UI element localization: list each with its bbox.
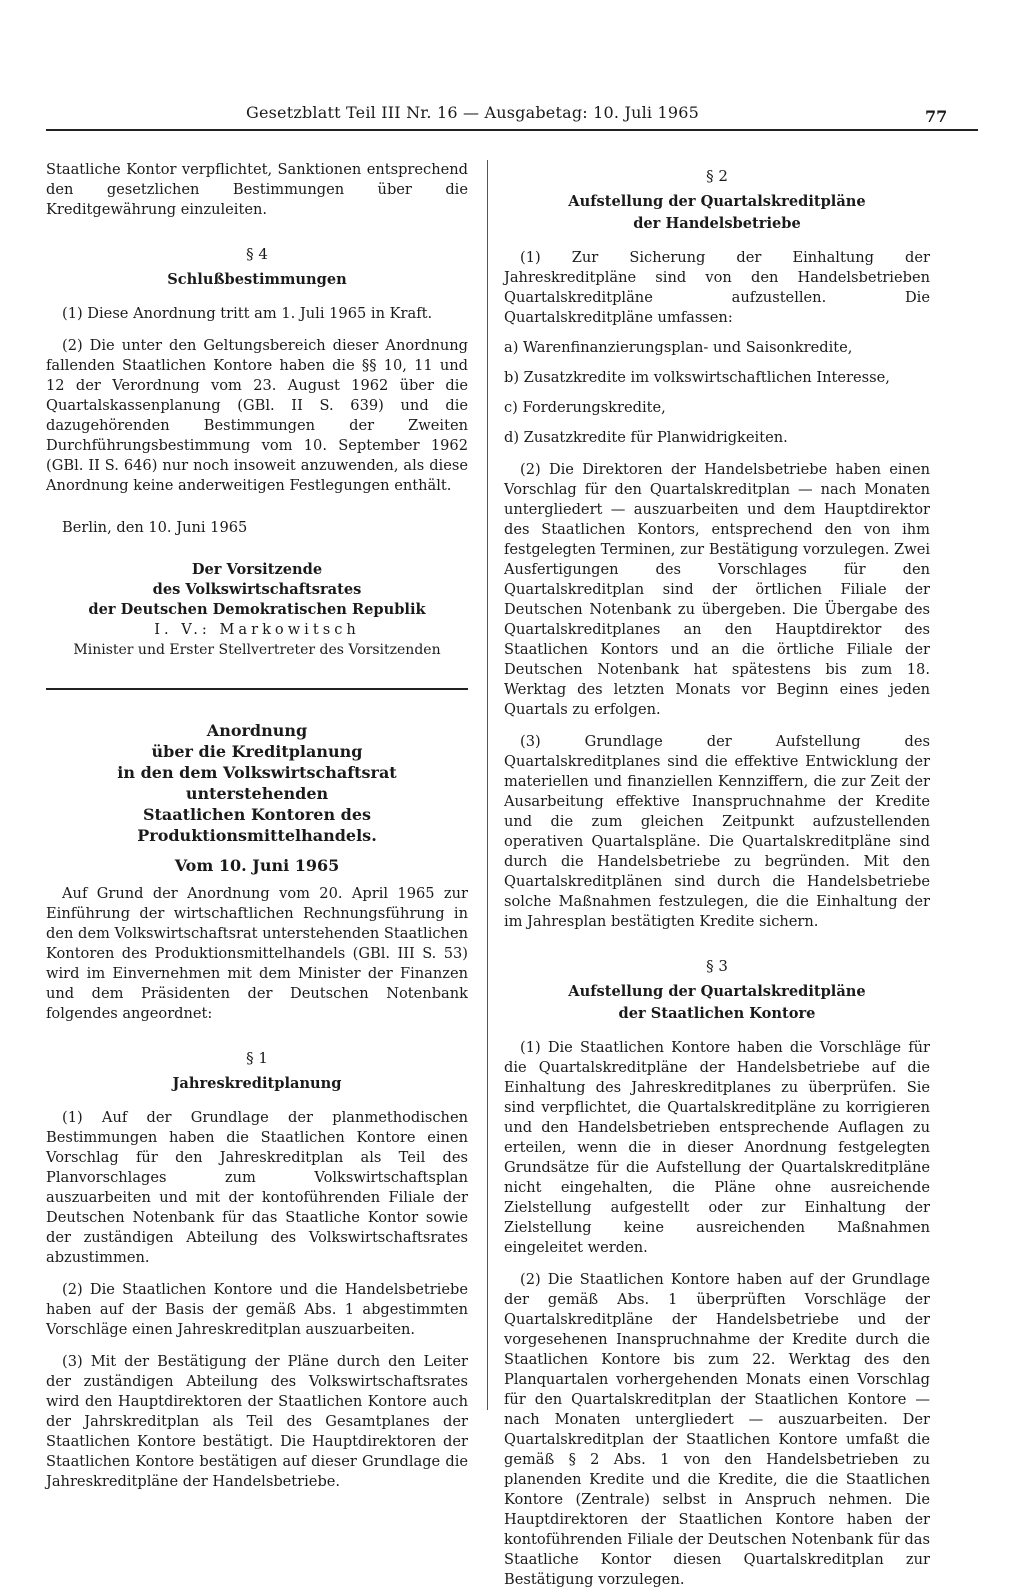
section-2-title-line-1: Aufstellung der Quartalskreditpläne [568, 193, 866, 210]
section-2-paragraph-3: (3) Grundlage der Aufstellung des Quartalskreditplanes sind die effektive Entwicklung der materiellen und finanziellen Kennziffern, die zur Zeit der Ausarbeitung effektive Inanspruchnahme der Kredite und die zum gleichen Zeitpunkt aufzustellenden operativen Quartalspläne. Die Quartalskreditpläne sind durch die Handelsbetriebe zu begründen. Mit den Quartalskreditplänen sind durch die Handelsbetriebe solche Maßnahmen festzulegen, die die Einhaltung der im Jahresplan bestätigten Kredite sichern. [504, 733, 930, 930]
section-3-number: § 3 [706, 957, 728, 975]
ordinance-title-line-2: über die Kreditplanung [151, 742, 363, 761]
signatory-name: I. V.: Markowitsch [154, 621, 360, 638]
ordinance-title [46, 720, 468, 846]
section-3-title-line-1: Aufstellung der Quartalskreditpläne [568, 983, 866, 1000]
section-1-paragraph-1: (1) Auf der Grundlage der planmethodischen Bestimmungen haben die Staatlichen Kontore einen Vorschlag für den Jahreskreditplan als Teil des Planvorschlages zum Volkswirtschaftsplan auszuarbeiten und mit der kontoführenden Filiale der Deutschen Notenbank für das Staatliche Kontor sowie der zuständigen Abteilung des Volkswirtschaftsrates abzustimmen. [46, 1109, 468, 1266]
section-4-paragraph-2: (2) Die unter den Geltungsbereich dieser Anordnung fallenden Staatlichen Kontore haben die §§ 10, 11 und 12 der Verordnung vom 23. August 1962 über die Quartalskassenplanung (GBl. II S. 639) und die dazugehörenden Bestimmungen der Zweiten Durchführungsbestimmung vom 10. September 1962 (GBl. II S. 646) nur noch insoweit anzuwenden, als diese Anordnung keine anderweitigen Festlegungen enthält. [46, 337, 468, 494]
list-item: d) Zusatzkredite für Planwidrigkeiten. [504, 429, 788, 446]
section-4-title: Schlußbestimmungen [167, 271, 347, 288]
page-number: 77 [925, 107, 948, 126]
ordinance-title-line-4: Staatlichen Kontoren des Produktionsmittelhandels. [137, 805, 377, 845]
section-1-number: § 1 [246, 1049, 268, 1067]
section-2-paragraph-2: (2) Die Direktoren der Handelsbetriebe haben einen Vorschlag für den Quartalskreditplan — nach Monaten untergliedert — auszuarbeiten und dem Hauptdirektor des Staatlichen Kontors, entsprechend den von ihm festgelegten Terminen, zur Bestätigung vorzulegen. Zwei Ausfertigungen des Vorschlages für den Quartalskreditplan sind der örtlichen Filiale der Deutschen Notenbank zu übergeben. Die Übergabe des Quartalskreditplanes an den Hauptdirektor des Staatlichen Kontors und an die örtliche Filiale der Deutschen Notenbank hat spätestens bis zum 18. Werktag des letzten Monats vor Beginn eines jeden Quartals zu erfolgen. [504, 461, 930, 718]
running-header: Gesetzblatt Teil III Nr. 16 — Ausgabetag: 10. Juli 1965 [246, 103, 700, 122]
signature-block [46, 560, 468, 660]
signatory-line-2: des Volkswirtschaftsrates [152, 581, 362, 598]
section-2-number: § 2 [706, 167, 728, 185]
signatory-role: Minister und Erster Stellvertreter des Vorsitzenden [73, 642, 441, 658]
header-rule [46, 129, 978, 131]
signatory-line-3: der Deutschen Demokratischen Republik [88, 601, 426, 618]
list-item: c) Forderungskredite, [504, 399, 666, 416]
list-item: b) Zusatzkredite im volkswirtschaftlichen Interesse, [504, 369, 890, 386]
section-4-number: § 4 [246, 245, 268, 263]
continued-paragraph: Staatliche Kontor verpflichtet, Sanktionen entsprechend den gesetzlichen Bestimmungen über die Kreditgewährung einzuleiten. [46, 161, 468, 218]
ordinance-date: Vom 10. Juni 1965 [174, 856, 340, 875]
ordinance-title-line-3: in den dem Volkswirtschaftsrat unterstehenden [117, 763, 397, 803]
right-column [504, 160, 930, 1590]
place-and-date: Berlin, den 10. Juni 1965 [62, 519, 248, 536]
left-column [46, 160, 468, 1492]
section-1-title: Jahreskreditplanung [172, 1075, 342, 1092]
section-separator [46, 688, 468, 690]
section-4-paragraph-1: (1) Diese Anordnung tritt am 1. Juli 1965 in Kraft. [62, 305, 433, 322]
column-divider [487, 160, 488, 1410]
section-1-paragraph-3: (3) Mit der Bestätigung der Pläne durch den Leiter der zuständigen Abteilung des Volkswirtschaftsrates wird den Hauptdirektoren der Staatlichen Kontore auch der Jahrskreditplan als Teil des Gesamtplanes der Staatlichen Kontore bestätigt. Die Hauptdirektoren der Staatlichen Kontore bestätigen auf dieser Grundlage die Jahreskreditpläne der Handelsbetriebe. [46, 1353, 468, 1490]
section-2-title-line-2: der Handelsbetriebe [633, 215, 801, 232]
section-1-paragraph-2: (2) Die Staatlichen Kontore und die Handelsbetriebe haben auf der Basis der gemäß Abs. 1 abgestimmten Vorschläge einen Jahreskreditplan auszuarbeiten. [46, 1281, 468, 1338]
ordinance-title-line-1: Anordnung [206, 721, 308, 740]
section-3-paragraph-2: (2) Die Staatlichen Kontore haben auf der Grundlage der gemäß Abs. 1 überprüften Vorschläge der Quartalskreditpläne der Handelsbetriebe und der vorgesehenen Inanspruchnahme der Kredite durch die Staatlichen Kontore bis zum 22. Werktag des den Planquartalen vorhergehenden Monats einen Vorschlag für den Quartalskreditplan der Staatlichen Kontore — nach Monaten untergliedert — auszuarbeiten. Der Quartalskreditplan der Staatlichen Kontore umfaßt die gemäß § 2 Abs. 1 von den Handelsbetrieben zu planenden Kredite und die Kredite, die die Staatlichen Kontore (Zentrale) selbst in Anspruch nehmen. Die Hauptdirektoren der Staatlichen Kontore haben der kontoführenden Filiale der Deutschen Notenbank für das Staatliche Kontor diesen Quartalskreditplan zur Bestätigung vorzulegen. [504, 1271, 930, 1588]
preamble: Auf Grund der Anordnung vom 20. April 1965 zur Einführung der wirtschaftlichen Rechnungsführung in den dem Volkswirtschaftsrat unterstehenden Staatlichen Kontoren des Produktionsmittelhandels (GBl. III S. 53) wird im Einvernehmen mit dem Minister der Finanzen und dem Präsidenten der Deutschen Notenbank folgendes angeordnet: [46, 885, 468, 1022]
list-item: a) Warenfinanzierungsplan- und Saisonkredite, [504, 339, 853, 356]
signatory-line-1: Der Vorsitzende [191, 561, 323, 578]
section-2-paragraph-1: (1) Zur Sicherung der Einhaltung der Jahreskreditpläne sind von den Handelsbetrieben Quartalskreditpläne aufzustellen. Die Quartalskreditpläne umfassen: [504, 249, 930, 326]
section-3-title-line-2: der Staatlichen Kontore [618, 1005, 816, 1022]
section-3-paragraph-1: (1) Die Staatlichen Kontore haben die Vorschläge für die Quartalskreditpläne der Handelsbetriebe auf die Einhaltung des Jahreskreditplanes zu überprüfen. Sie sind verpflichtet, die Quartalskreditpläne zu korrigieren und den Handelsbetrieben entsprechende Auflagen zu erteilen, wenn die in dieser Anordnung festgelegten Grundsätze für die Aufstellung der Quartalskreditpläne nicht eingehalten, die Pläne ohne ausreichende Zielstellung aufgestellt oder zur Einhaltung der Zielstellung keine ausreichenden Maßnahmen eingeleitet werden. [504, 1039, 930, 1256]
